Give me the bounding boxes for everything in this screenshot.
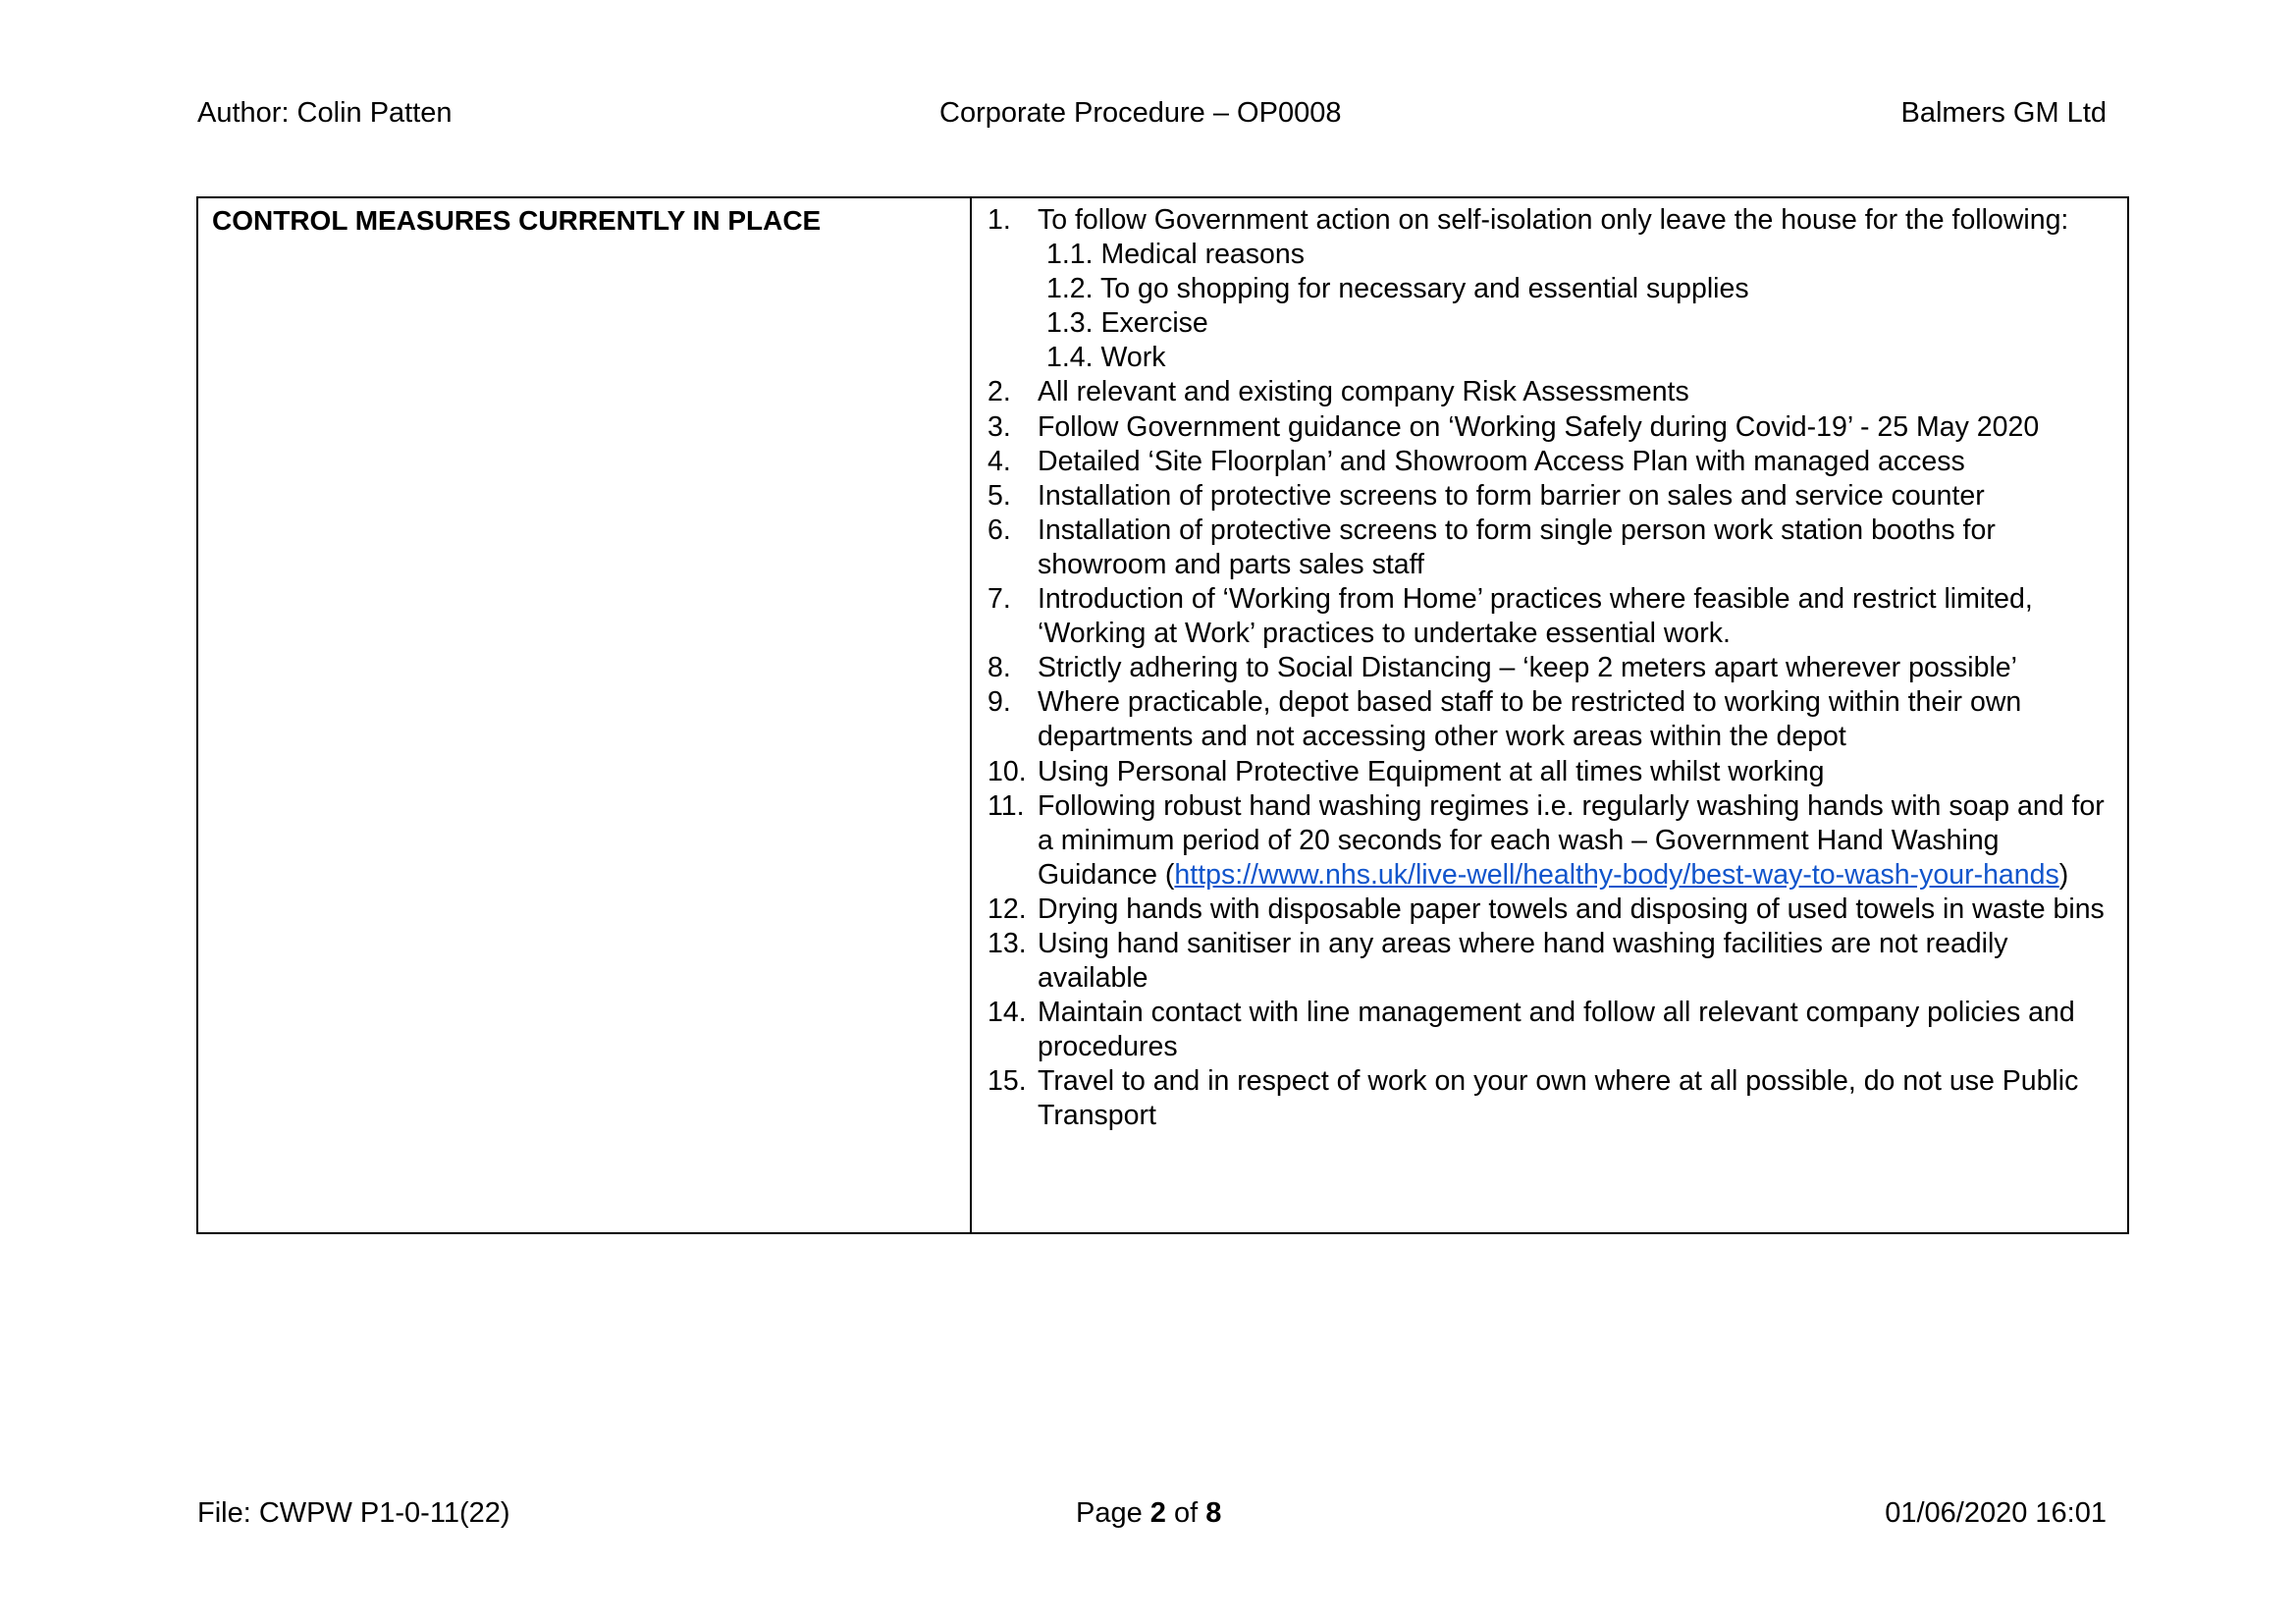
list-item: [988, 514, 2115, 582]
item-text: Where practicable, depot based staff to be restricted to working within their own departments and not accessing other work areas within the depot: [1038, 686, 2022, 753]
item-number: 10.: [988, 755, 1027, 787]
item-text: Drying hands with disposable paper towels and disposing of used towels in waste bins: [1038, 893, 2105, 925]
table-label: CONTROL MEASURES CURRENTLY IN PLACE: [212, 205, 822, 236]
list-item: [988, 755, 2115, 789]
item-text: To follow Government action on self-isolation only leave the house for the following:: [1038, 204, 2069, 236]
item-number: 2.: [988, 376, 1011, 408]
list-item: [988, 445, 2115, 479]
column-divider: [970, 198, 972, 1232]
subitem-text: Medical reasons: [1100, 239, 1305, 271]
subitem-number: 1.4.: [1046, 342, 1094, 374]
item-text: Detailed ‘Site Floorplan’ and Showroom Access Plan with managed access: [1038, 445, 1965, 477]
list-item: [988, 582, 2115, 651]
sub-list-item: [988, 272, 2115, 306]
page-prefix: Page: [1076, 1497, 1150, 1529]
item-number: 12.: [988, 893, 1027, 925]
list-item: [988, 479, 2115, 514]
item-number: 4.: [988, 445, 1011, 477]
list-item: [988, 685, 2115, 754]
item-number: 3.: [988, 410, 1011, 443]
item-text-after: ): [2058, 858, 2069, 891]
item-number: 6.: [988, 514, 1011, 546]
subitem-number: 1.1.: [1046, 239, 1094, 271]
item-number: 5.: [988, 479, 1011, 512]
item-number: 13.: [988, 927, 1027, 959]
list-item: [988, 1064, 2115, 1133]
sub-list-item: [988, 306, 2115, 341]
item-text: Using hand sanitiser in any areas where hand washing facilities are not readily available: [1038, 927, 2008, 995]
sub-list-item: [988, 238, 2115, 272]
footer-datetime: 01/06/2020 16:01: [1885, 1497, 2107, 1529]
list-item: [988, 375, 2115, 409]
item-text: Follow Government guidance on ‘Working Safely during Covid-19’ - 25 May 2020: [1038, 410, 2040, 443]
item-text: Using Personal Protective Equipment at all times whilst working: [1038, 755, 1825, 787]
footer-file: File: CWPW P1-0-11(22): [197, 1497, 510, 1529]
control-measures-list: [988, 203, 2115, 1134]
item-number: 1.: [988, 204, 1011, 236]
list-item: [988, 203, 2115, 238]
item-number: 11.: [988, 789, 1025, 822]
item-text: Strictly adhering to Social Distancing – ‘keep 2 meters apart wherever possible’: [1038, 652, 2017, 684]
footer-page: [1076, 1496, 1221, 1530]
list-item: [988, 893, 2115, 927]
item-text: Installation of protective screens to form single person work station booths for showroom and parts sales staff: [1038, 514, 1996, 580]
subitem-number: 1.3.: [1046, 307, 1094, 340]
page-current: 2: [1149, 1497, 1166, 1529]
subitem-number: 1.2.: [1046, 273, 1094, 305]
item-number: 14.: [988, 997, 1027, 1029]
item-text: Maintain contact with line management and follow all relevant company policies and procedures: [1038, 997, 2075, 1063]
page-total: 8: [1205, 1497, 1222, 1529]
item-number: 7.: [988, 583, 1011, 616]
item-number: 15.: [988, 1065, 1027, 1098]
header-company: Balmers GM Ltd: [1900, 97, 2107, 129]
nhs-link[interactable]: https://www.nhs.uk/live-well/healthy-body/best-way-to-wash-your-hands: [1174, 858, 2059, 891]
header-author: Author: Colin Patten: [197, 97, 453, 129]
list-item: [988, 996, 2115, 1064]
control-measures-table: [196, 196, 2129, 1234]
list-item: [988, 789, 2115, 893]
subitem-text: Work: [1100, 342, 1166, 374]
item-text: Following robust hand washing regimes i.e. regularly washing hands with soap and for a minimum period of 20 seconds for each wash – Government Hand Washing Guidance (: [1038, 789, 2105, 891]
list-item: [988, 651, 2115, 685]
item-text: Installation of protective screens to form barrier on sales and service counter: [1038, 479, 1985, 512]
page-mid: of: [1165, 1497, 1206, 1529]
header-procedure: Corporate Procedure – OP0008: [939, 97, 1342, 129]
subitem-text: Exercise: [1100, 307, 1208, 340]
subitem-text: To go shopping for necessary and essential supplies: [1099, 273, 1749, 305]
item-number: 9.: [988, 686, 1011, 719]
sub-list-item: [988, 341, 2115, 375]
item-number: 8.: [988, 652, 1011, 684]
item-text: All relevant and existing company Risk Assessments: [1038, 376, 1689, 408]
list-item: [988, 927, 2115, 996]
item-text: Travel to and in respect of work on your own where at all possible, do not use Public Transport: [1038, 1065, 2079, 1132]
list-item: [988, 410, 2115, 445]
item-text: Introduction of ‘Working from Home’ practices where feasible and restrict limited, ‘Working at Work’ practices to undertake essential work.: [1038, 583, 2033, 650]
